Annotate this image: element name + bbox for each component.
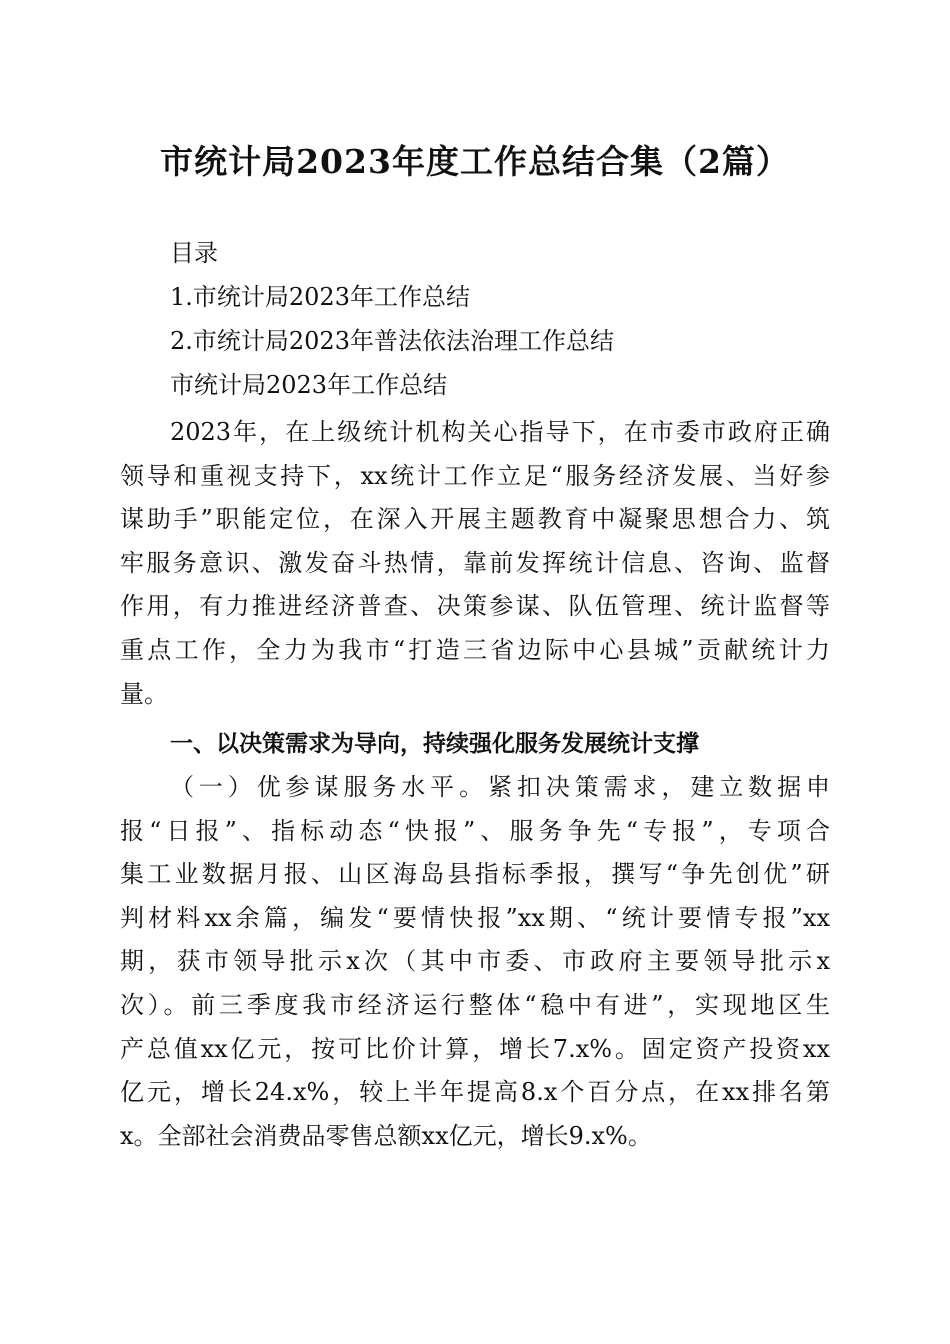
toc-item: 1.市统计局2023年工作总结 <box>170 283 470 311</box>
paragraph-line: 谋助手”职能定位，在深入开展主题教育中凝聚思想合力、筑 <box>120 505 830 534</box>
paragraph-line: 次）。前三季度我市经济运行整体“稳中有进”，实现地区生 <box>120 991 830 1019</box>
paragraph-line: 报“日报”、指标动态“快报”、服务争先“专报”，专项合 <box>120 816 830 845</box>
paragraph-line: 领导和重视支持下，xx统计工作立足“服务经济发展、当好参 <box>120 461 830 490</box>
paragraph-line: x。全部社会消费品零售总额xx亿元，增长9.x%。 <box>120 1121 652 1150</box>
paragraph-line: 集工业数据月报、山区海岛县指标季报，撰写“争先创优”研 <box>120 860 830 889</box>
paragraph-line: 期，获市领导批示x次（其中市委、市政府主要领导批示x <box>120 947 830 976</box>
section-heading: 一、以决策需求为导向，持续强化服务发展统计支撑 <box>170 731 699 757</box>
paragraph-line: 产总值xx亿元，按可比价计算，增长7.x%。固定资产投资xx <box>120 1034 830 1063</box>
toc-item: 2.市统计局2023年普法依法治理工作总结 <box>170 327 614 355</box>
paragraph-line: 判材料xx余篇，编发“要情快报”xx期、“统计要情专报”xx <box>120 903 830 932</box>
article-title: 市统计局2023年工作总结 <box>170 371 448 399</box>
paragraph-line: （一）优参谋服务水平。紧扣决策需求，建立数据申 <box>170 773 830 801</box>
paragraph-line: 作用，有力推进经济普查、决策参谋、队伍管理、统计监督等 <box>120 592 830 621</box>
toc-heading: 目录 <box>170 239 218 267</box>
paragraph-line: 2023年，在上级统计机构关心指导下，在市委市政府正确 <box>170 418 830 446</box>
paragraph-line: 牢服务意识、激发奋斗热情，靠前发挥统计信息、咨询、监督 <box>120 548 830 577</box>
document-title: 市统计局2023年度工作总结合集（2篇） <box>160 142 790 181</box>
paragraph-line: 量。 <box>120 679 168 708</box>
paragraph-line: 重点工作，全力为我市“打造三省边际中心县城”贡献统计力 <box>120 636 830 664</box>
paragraph-line: 亿元，增长24.x%，较上半年提高8.x个百分点，在xx排名第 <box>120 1078 830 1107</box>
